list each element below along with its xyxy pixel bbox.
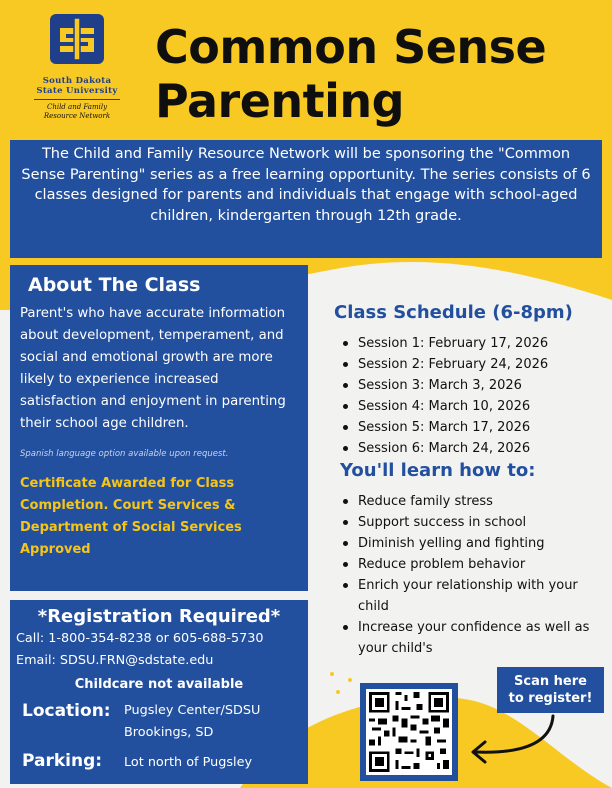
schedule-item: Session 3: March 3, 2026 [358,375,548,396]
schedule-item: Session 1: February 17, 2026 [358,333,548,354]
schedule-list [358,333,548,459]
qr-code-icon[interactable] [366,689,452,775]
parking-label: Parking: [22,751,103,771]
parking-row [16,750,302,774]
logo-divider [34,99,120,100]
learn-item: Increase your confidence as well as your child's [358,617,598,659]
about-body: Parent's who have accurate information about development, temperament, and social and emotional growth are more likely to experience increased satisfaction and enjoyment in parenting their school age children. [20,306,286,431]
university-name [22,76,132,96]
page-title [155,20,605,128]
parking-value: Lot north of Pugsley [124,755,253,770]
schedule-item: Session 2: February 24, 2026 [358,354,548,375]
university-name-line2: State University [36,86,118,96]
title-line1: Common Sense [155,20,547,74]
learn-item: Reduce family stress [358,491,598,512]
phone-line[interactable]: Call: 1-800-354-8238 or 605-688-5730 [16,631,264,646]
schedule-item: Session 6: March 24, 2026 [358,438,548,459]
schedule-heading: Class Schedule (6-8pm) [334,302,573,323]
arrow-icon [465,712,585,772]
learn-heading: You'll learn how to: [340,460,536,481]
spanish-note: Spanish language option available upon request. [20,449,229,459]
learn-item: Support success in school [358,512,598,533]
childcare-note: Childcare not available [74,677,244,692]
scan-label-line1: Scan here [514,674,587,689]
email-line[interactable]: Email: SDSU.FRN@sdstate.edu [16,653,214,668]
decorative-dots [328,670,358,700]
schedule-item: Session 5: March 17, 2026 [358,417,548,438]
learn-item: Reduce problem behavior [358,554,598,575]
location-line1: Pugsley Center/SDSU [124,703,261,718]
about-heading: About The Class [28,274,201,296]
registration-heading: *Registration Required* [37,606,281,627]
registration-panel [10,600,308,784]
about-the-class-panel [10,265,308,591]
location-row [16,700,302,744]
schedule-item: Session 4: March 10, 2026 [358,396,548,417]
location-value [124,700,260,744]
sdsu-logo [22,8,132,121]
intro-banner: The Child and Family Resource Network will be sponsoring the "Common Sense Parenting" series as a free learning opportunity. The series consists of 6 classes designed for parents and individuals that engage with school-aged children, kindergarten through 12th grade. [10,140,602,258]
certificate-note: Certificate Awarded for Class Completion. Court Services & Department of Social Services Approved [20,476,242,557]
learn-item: Enrich your relationship with your child [358,575,598,617]
sdsu-monogram-icon [46,8,108,70]
network-name-line1: Child and Family [46,103,108,111]
scan-callout [497,667,604,713]
location-label: Location: [22,701,111,721]
qr-code-frame[interactable] [360,683,458,781]
title-line2: Parenting [155,74,405,128]
learn-item: Diminish yelling and fighting [358,533,598,554]
learn-list [358,491,598,659]
network-name-line2: Resource Network [43,112,111,120]
university-name-line1: South Dakota [42,76,112,86]
network-name [22,103,132,121]
scan-label-line2: to register! [508,691,593,706]
location-line2: Brookings, SD [124,725,214,740]
